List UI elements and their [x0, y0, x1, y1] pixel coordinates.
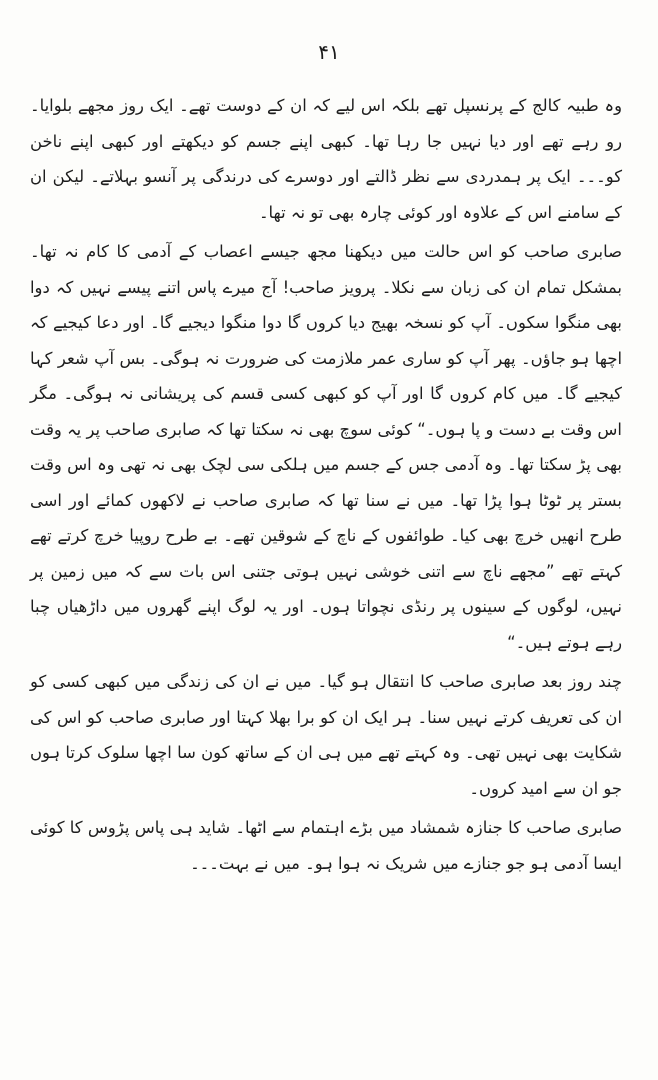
- paragraph-1: وہ طبیہ کالج کے پرنسپل تھے بلکہ اس لیے کہ ان کے دوست تھے۔ ایک روز مجھے بلوایا۔ رو رہے تھے اور دیا نہیں جا رہا تھا۔ کبھی اپنے جسم کو دیکھتے اور کبھی اپنے ناخن کو۔۔۔ ایک پر ہمدردی سے نظر ڈالتے اور دوسرے کی درندگی پر آنسو بہلاتے۔ لیکن ان کے سامنے اس کے علاوہ اور کوئی چارہ بھی تو نہ تھا۔: [30, 96, 622, 222]
- paragraph-4: صابری صاحب کا جنازہ شمشاد میں بڑے اہتمام سے اٹھا۔ شاید ہی پاس پڑوس کا کوئی ایسا آدمی ہو جو جنازے میں شریک نہ ہوا ہو۔ میں نے بہت۔۔۔: [30, 818, 622, 873]
- body-text: [30, 88, 622, 881]
- page-number: ۴۱: [318, 40, 340, 64]
- paragraph-3: چند روز بعد صابری صاحب کا انتقال ہو گیا۔ میں نے ان کی زندگی میں کبھی کسی کو ان کی تعریف کرتے نہیں سنا۔ ہر ایک ان کو برا بھلا کہتا اور صابری صاحب کو اس کی شکایت بھی نہیں تھی۔ وہ کہتے تھے میں ہی ان کے ساتھ کون سا اچھا سلوک کرتا ہوں جو ان سے امید کروں۔: [30, 672, 622, 798]
- paragraph-2: صابری صاحب کو اس حالت میں دیکھنا مجھ جیسے اعصاب کے آدمی کا کام نہ تھا۔ بمشکل تمام ان کی زبان سے نکلا۔ پرویز صاحب! آج میرے پاس اتنے پیسے نہیں کہ دوا بھی منگوا سکوں۔ آپ کو نسخہ بھیج دیا کروں گا دوا منگوا دیجیے گا۔ اور دعا کیجیے کہ اچھا ہو جاؤں۔ پھر آپ کو ساری عمر ملازمت کی ضرورت نہ ہوگی۔ بس آپ شعر کہا کیجیے گا۔ میں کام کروں گا اور آپ کو کبھی کسی قسم کی پریشانی نہ ہوگی۔ مگر اس وقت بے دست و پا ہوں۔“ کوئی سوچ بھی نہ سکتا تھا کہ صابری صاحب پر یہ وقت بھی پڑ سکتا تھا۔ وہ آدمی جس کے جسم میں ہلکی سی لچک بھی نہ تھی وہ اس وقت بستر پر ٹوٹا ہوا پڑا تھا۔ میں نے سنا تھا کہ صابری صاحب نے لاکھوں کمائے اور اسی طرح انھیں خرچ بھی کیا۔ طوائفوں کے ناچ کے شوقین تھے۔ بے طرح روپیا خرچ کرتے تھے کہتے تھے ”مجھے ناچ سے اتنی خوشی نہیں ہوتی جتنی اس بات سے کہ میں زمین پر نہیں، لوگوں کے سینوں پر رنڈی نچواتا ہوں۔ اور یہ لوگ اپنے گھروں میں داڑھیاں چبا رہے ہوتے ہیں۔“: [30, 242, 622, 652]
